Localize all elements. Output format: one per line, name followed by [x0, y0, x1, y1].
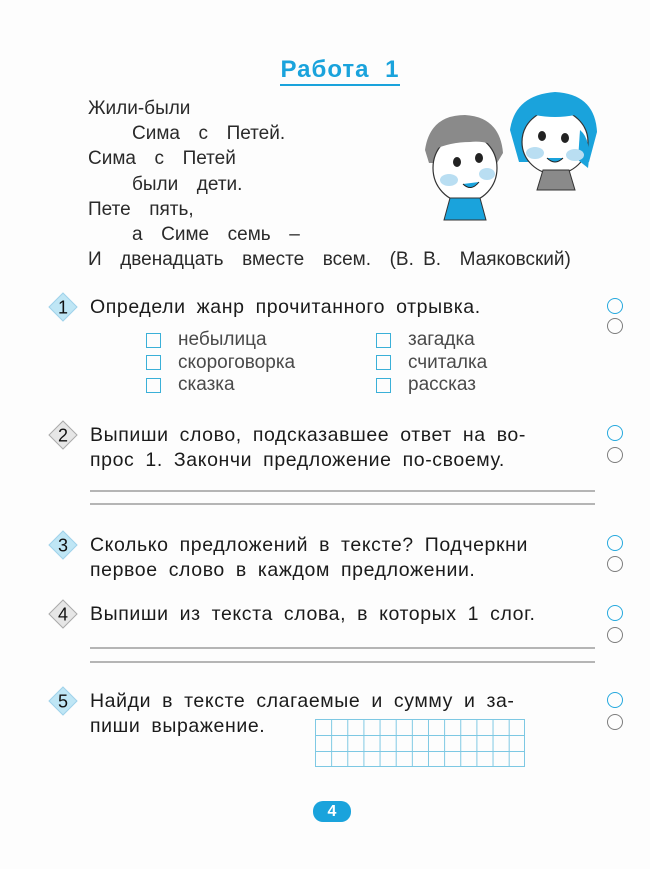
checkbox[interactable] [376, 333, 391, 348]
task-3-question: Сколько предложений в тексте? Подчеркни первое слово в каждом предложении. [90, 534, 528, 581]
answer-line[interactable] [90, 647, 595, 649]
task-5-question: Найди в тексте слагаемые и сумму и за- пиши выражение. [90, 690, 515, 737]
task-4 [48, 599, 78, 634]
score-circle-blue[interactable] [607, 605, 623, 621]
score-circle-blue[interactable] [607, 298, 623, 314]
task-3 [48, 530, 78, 565]
poem-line: Сима с Петей. [132, 123, 286, 145]
poem-line: Сима с Петей [88, 148, 236, 170]
task-number-diamond-icon [48, 599, 78, 629]
checkbox[interactable] [146, 378, 161, 393]
poem-line: И двенадцать вместе всем. (В. В. Маяковский) [88, 249, 571, 271]
task-2-question: Выпиши слово, подсказавшее ответ на во- прос 1. Закончи предложение по-своему. [90, 424, 526, 471]
task-1 [48, 292, 78, 327]
score-circle-blue[interactable] [607, 425, 623, 441]
poem-line: были дети. [132, 173, 243, 195]
score-circle-gray[interactable] [607, 627, 623, 643]
score-circle-gray[interactable] [607, 447, 623, 463]
score-circle-gray[interactable] [607, 318, 623, 334]
answer-grid[interactable] [315, 719, 525, 767]
page-number: 4 [313, 801, 351, 822]
poem-line: а Симе семь – [132, 224, 300, 246]
task-number-diamond-icon [48, 420, 78, 450]
task-4-question: Выпиши из текста слова, в которых 1 слог. [90, 603, 536, 625]
poem-line: Пете пять, [88, 198, 194, 220]
task-1-options-left [146, 329, 295, 397]
task-number-diamond-icon [48, 530, 78, 560]
option-checkbox[interactable]: небылица [146, 329, 295, 352]
answer-line[interactable] [90, 661, 595, 663]
task-2 [48, 420, 78, 455]
score-circle-gray[interactable] [607, 714, 623, 730]
task-1-options-right [376, 329, 487, 397]
svg-text:5: 5 [57, 691, 69, 712]
checkbox[interactable] [376, 355, 391, 370]
checkbox[interactable] [376, 378, 391, 393]
score-circle-blue[interactable] [607, 692, 623, 708]
svg-text:4: 4 [57, 604, 69, 625]
answer-line[interactable] [90, 490, 595, 492]
boy-blue-hair-icon [510, 92, 597, 190]
option-checkbox[interactable]: рассказ [376, 374, 487, 397]
score-circle-gray[interactable] [607, 556, 623, 572]
page-title-text: Работа 1 [280, 56, 399, 86]
two-boys-illustration [405, 70, 605, 230]
svg-text:3: 3 [57, 535, 69, 556]
score-circle-blue[interactable] [607, 535, 623, 551]
checkbox[interactable] [146, 355, 161, 370]
task-1-question: Определи жанр прочитанного отрывка. [90, 296, 481, 318]
task-5 [48, 686, 78, 721]
svg-text:1: 1 [57, 297, 69, 318]
poem-author: (В. В. Маяковский) [389, 249, 571, 271]
option-checkbox[interactable]: считалка [376, 352, 487, 375]
boy-gray-hair-icon [425, 115, 503, 220]
svg-text:2: 2 [57, 425, 69, 446]
option-checkbox[interactable]: скороговорка [146, 352, 295, 375]
poem-line: Жили-были [88, 98, 191, 119]
option-checkbox[interactable]: загадка [376, 329, 487, 352]
task-number-diamond-icon [48, 686, 78, 716]
task-number-diamond-icon [48, 292, 78, 322]
option-checkbox[interactable]: сказка [146, 374, 295, 397]
checkbox[interactable] [146, 333, 161, 348]
answer-line[interactable] [90, 503, 595, 505]
